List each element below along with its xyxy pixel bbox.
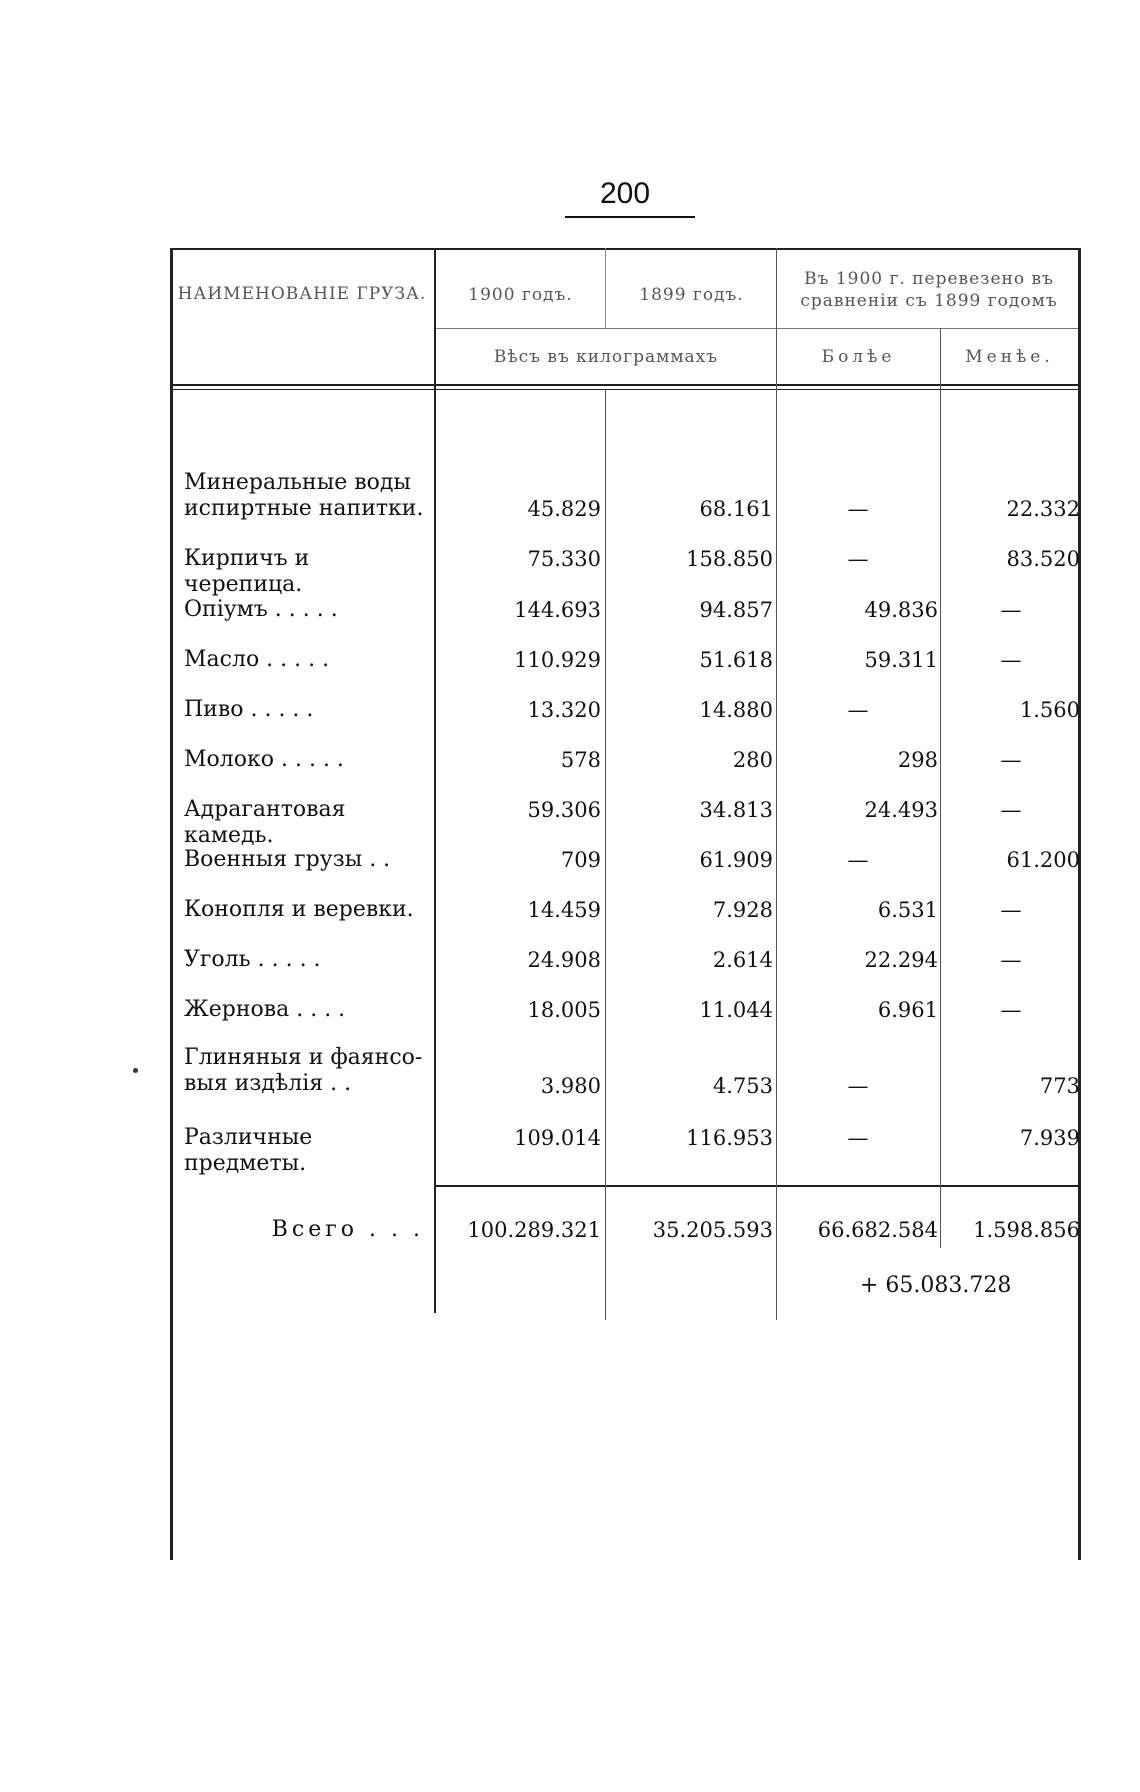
row-name: Различные предметы. <box>184 1125 313 1176</box>
table-left-border <box>170 248 173 1560</box>
cell-less: 61.200 <box>1006 848 1080 872</box>
header-rule-2 <box>170 389 1081 390</box>
total-1900: 100.289.321 <box>467 1218 601 1242</box>
cell-less: 83.520 <box>1006 547 1080 571</box>
col-divider-2 <box>605 390 606 1320</box>
col-divider-3 <box>776 248 777 1320</box>
cell-1900: 13.320 <box>527 698 601 722</box>
cell-less: 1.560 <box>1019 698 1080 722</box>
cell-less: — <box>1000 598 1022 622</box>
cell-1900: 45.829 <box>527 497 601 521</box>
cell-1899: 61.909 <box>699 848 773 872</box>
cell-1899: 51.618 <box>699 648 773 672</box>
row-name: Глиняныя и фаянсо- выя издѣлія . . <box>184 1045 423 1096</box>
cell-1899: 14.880 <box>699 698 773 722</box>
cell-1899: 7.928 <box>712 898 773 922</box>
cell-less: — <box>1000 648 1022 672</box>
header-weight: Вѣсъ въ килограммахъ <box>493 347 719 367</box>
cell-less: — <box>1000 748 1022 772</box>
cell-1900: 75.330 <box>527 547 601 571</box>
cell-1900: 59.306 <box>527 798 601 822</box>
cell-1899: 68.161 <box>699 497 773 521</box>
cell-1899: 4.753 <box>712 1074 773 1098</box>
cell-1899: 280 <box>732 748 773 772</box>
total-more: 66.682.584 <box>817 1218 938 1242</box>
row-name: Молоко . . . . . <box>184 747 344 772</box>
header-rule-1 <box>170 384 1081 386</box>
cell-1900: 109.014 <box>514 1126 601 1150</box>
cell-more: 6.531 <box>877 898 938 922</box>
cell-less: 773 <box>1039 1074 1080 1098</box>
net-difference: + 65.083.728 <box>860 1273 1012 1298</box>
row-name: Уголь . . . . . <box>184 947 321 972</box>
cell-more: — <box>847 1074 869 1098</box>
row-name: Опіумъ . . . . . <box>184 597 338 622</box>
header-less: Менѣе. <box>965 347 1054 367</box>
cell-more: — <box>847 848 869 872</box>
header-comparison: Въ 1900 г. перевезено въ сравненіи съ 1899 годомъ <box>800 269 1058 311</box>
table-top-border <box>170 248 1081 250</box>
cell-less: 7.939 <box>1019 1126 1080 1150</box>
row-name: Масло . . . . . <box>184 647 330 672</box>
total-label: Всего . . . <box>271 1217 424 1242</box>
cell-more: 49.836 <box>864 598 938 622</box>
row-name: Пиво . . . . . <box>184 697 314 722</box>
cell-1899: 2.614 <box>712 948 773 972</box>
cell-1900: 3.980 <box>540 1074 601 1098</box>
header-name-col: НАИМЕНОВАНІЕ ГРУЗА. <box>177 284 427 304</box>
row-name: Жернова . . . . <box>184 997 346 1022</box>
row-name: Кирпичъ и черепица. <box>184 546 310 597</box>
header-1900: 1900 годъ. <box>468 285 573 305</box>
cell-1900: 14.459 <box>527 898 601 922</box>
cell-1900: 18.005 <box>527 998 601 1022</box>
cell-more: — <box>847 547 869 571</box>
cell-1900: 144.693 <box>514 598 601 622</box>
cell-more: 298 <box>897 748 938 772</box>
subheader-rule <box>435 328 1078 329</box>
col-divider-4 <box>940 328 941 1248</box>
cell-more: 24.493 <box>864 798 938 822</box>
total-1899: 35.205.593 <box>652 1218 773 1242</box>
cell-less: 22.332 <box>1006 497 1080 521</box>
cargo-table <box>170 248 1081 1560</box>
header-more: Болѣе <box>821 347 896 367</box>
header-1899: 1899 годъ. <box>639 285 744 305</box>
cell-1899: 116.953 <box>686 1126 773 1150</box>
total-rule <box>435 1185 1078 1187</box>
margin-speck <box>133 1068 138 1073</box>
cell-more: — <box>847 497 869 521</box>
cell-1900: 24.908 <box>527 948 601 972</box>
cell-less: — <box>1000 998 1022 1022</box>
cell-1899: 158.850 <box>686 547 773 571</box>
cell-more: — <box>847 698 869 722</box>
cell-less: — <box>1000 798 1022 822</box>
cell-more: 6.961 <box>877 998 938 1022</box>
cell-1900: 578 <box>560 748 601 772</box>
cell-1900: 110.929 <box>514 648 601 672</box>
cell-more: 22.294 <box>864 948 938 972</box>
cell-more: 59.311 <box>864 648 938 672</box>
cell-less: — <box>1000 948 1022 972</box>
cell-more: — <box>847 1126 869 1150</box>
total-less: 1.598.856 <box>973 1218 1080 1242</box>
cell-1899: 94.857 <box>699 598 773 622</box>
col-divider-1 <box>434 248 436 1313</box>
col-divider-header-2 <box>605 248 606 328</box>
cell-1900: 709 <box>560 848 601 872</box>
page-number: 200 <box>599 177 651 210</box>
row-name: Минеральные воды испиртные напитки. <box>184 470 424 521</box>
cell-1899: 11.044 <box>699 998 773 1022</box>
cell-less: — <box>1000 898 1022 922</box>
cell-1899: 34.813 <box>699 798 773 822</box>
row-name: Военныя грузы . . <box>184 847 391 872</box>
page-number-rule <box>565 216 695 218</box>
row-name: Адрагантовая камедь. <box>184 797 346 848</box>
row-name: Конопля и веревки. <box>184 897 414 922</box>
